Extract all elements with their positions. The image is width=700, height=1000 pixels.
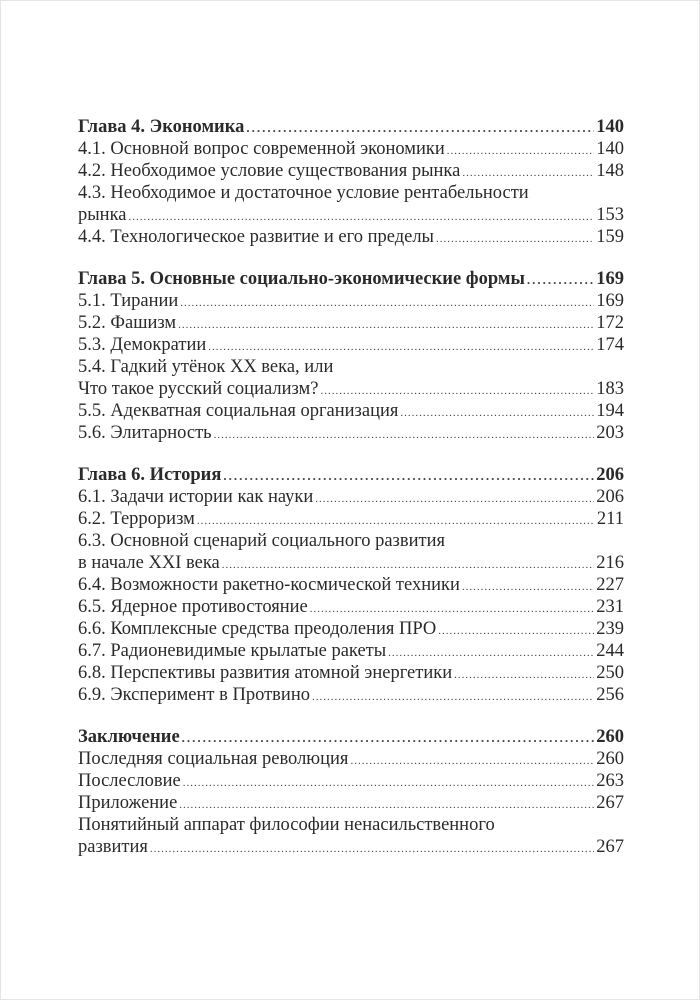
table-of-contents: [78, 116, 624, 878]
entry-title: Что такое русский социализм?: [78, 379, 319, 399]
toc-entry: [78, 334, 624, 356]
page-number: 153: [596, 205, 624, 225]
entry-title: Заключение: [78, 727, 180, 747]
toc-line: [78, 116, 624, 138]
page-number: 169: [596, 269, 624, 289]
toc-entry: [78, 662, 624, 684]
page-number: 227: [596, 575, 624, 595]
entry-title: Понятийный аппарат философии ненасильственного: [78, 815, 495, 835]
entry-title: 5.5. Адекватная социальная организация: [78, 401, 399, 421]
entry-title: 5.3. Демократии: [78, 335, 207, 355]
toc-entry: [78, 618, 624, 640]
toc-line: [78, 596, 624, 618]
toc-line: [78, 770, 624, 792]
toc-entry: [78, 596, 624, 618]
toc-line: [78, 400, 624, 422]
entry-title: в начале XXI века: [78, 553, 220, 573]
toc-line: [78, 334, 624, 356]
dot-leader: [179, 794, 594, 816]
dot-leader: [197, 510, 595, 532]
entry-title: 5.1. Тирании: [78, 291, 179, 311]
page-number: 256: [596, 685, 624, 705]
toc-line: [78, 792, 624, 814]
toc-line: [78, 204, 624, 226]
page-number: 211: [596, 509, 624, 529]
toc-entry: [78, 640, 624, 662]
page-number: 231: [596, 597, 624, 617]
dot-leader: [320, 380, 594, 402]
dot-leader: [222, 554, 595, 576]
entry-title: 4.4. Технологическое развитие и его пределы: [78, 227, 434, 247]
toc-section: [78, 268, 624, 444]
toc-line: [78, 574, 624, 596]
dot-leader: [527, 269, 594, 291]
page-number: 250: [596, 663, 624, 683]
entry-title: 4.3. Необходимое и достаточное условие рентабельности: [78, 183, 529, 203]
toc-section: [78, 464, 624, 706]
page-number: 203: [596, 423, 624, 443]
entry-title: Глава 4. Экономика: [78, 117, 245, 137]
toc-line: [78, 530, 624, 552]
toc-entry: [78, 684, 624, 706]
page-number: 216: [596, 553, 624, 573]
entry-title: 6.5. Ядерное противостояние: [78, 597, 308, 617]
entry-title: Глава 6. История: [78, 465, 222, 485]
toc-line: [78, 226, 624, 248]
dot-leader: [315, 488, 594, 510]
entry-title: 6.6. Комплексные средства преодоления ПРО: [78, 619, 437, 639]
toc-line: [78, 508, 624, 530]
page-number: 239: [596, 619, 624, 639]
toc-line: [78, 748, 624, 770]
toc-line: [78, 684, 624, 706]
page-number: 267: [596, 793, 624, 813]
page-number: 174: [596, 335, 624, 355]
toc-line: [78, 640, 624, 662]
entry-title: 5.6. Элитарность: [78, 423, 212, 443]
toc-entry: [78, 508, 624, 530]
toc-line: [78, 290, 624, 312]
entry-title: Послесловие: [78, 771, 181, 791]
toc-line: [78, 836, 624, 858]
toc-chapter-entry: [78, 464, 624, 486]
page-number: 244: [596, 641, 624, 661]
toc-chapter-entry: [78, 726, 624, 748]
dot-leader: [400, 402, 594, 424]
entry-title: 5.2. Фашизм: [78, 313, 177, 333]
dot-leader: [388, 642, 594, 664]
toc-chapter-entry: [78, 268, 624, 290]
page-number: 206: [596, 465, 624, 485]
dot-leader: [129, 206, 595, 228]
toc-entry: [78, 770, 624, 792]
entry-title: 6.2. Терроризм: [78, 509, 195, 529]
toc-entry: [78, 356, 624, 400]
toc-line: [78, 464, 624, 486]
toc-entry: [78, 748, 624, 770]
toc-line: [78, 268, 624, 290]
entry-title: Приложение: [78, 793, 178, 813]
entry-title: развития: [78, 837, 148, 857]
page-number: 263: [596, 771, 624, 791]
page-number: 206: [596, 487, 624, 507]
toc-entry: [78, 486, 624, 508]
page-number: 140: [596, 139, 624, 159]
entry-title: 4.1. Основной вопрос современной экономики: [78, 139, 445, 159]
toc-chapter-entry: [78, 116, 624, 138]
dot-leader: [350, 750, 594, 772]
dot-leader: [447, 140, 595, 162]
dot-leader: [150, 838, 594, 860]
dot-leader: [454, 664, 594, 686]
toc-entry: [78, 226, 624, 248]
dot-leader: [438, 620, 594, 642]
entry-title: 6.7. Радионевидимые крылатые ракеты: [78, 641, 387, 661]
toc-entry: [78, 814, 624, 858]
toc-line: [78, 726, 624, 748]
toc-entry: [78, 138, 624, 160]
toc-entry: [78, 160, 624, 182]
toc-line: [78, 356, 624, 378]
toc-line: [78, 422, 624, 444]
entry-title: 6.8. Перспективы развития атомной энергетики: [78, 663, 453, 683]
toc-line: [78, 182, 624, 204]
page-number: 172: [596, 313, 624, 333]
page-number: 260: [596, 749, 624, 769]
toc-entry: [78, 530, 624, 574]
page-number: 267: [596, 837, 624, 857]
toc-entry: [78, 400, 624, 422]
toc-line: [78, 618, 624, 640]
dot-leader: [312, 686, 594, 708]
dot-leader: [214, 424, 595, 446]
toc-entry: [78, 574, 624, 596]
toc-entry: [78, 422, 624, 444]
toc-entry: [78, 792, 624, 814]
dot-leader: [462, 576, 594, 598]
entry-title: 5.4. Гадкий утёнок XX века, или: [78, 357, 334, 377]
dot-leader: [310, 598, 595, 620]
toc-line: [78, 138, 624, 160]
entry-title: Последняя социальная революция: [78, 749, 349, 769]
page-number: 169: [596, 291, 624, 311]
entry-title: рынка: [78, 205, 127, 225]
page-number: 260: [596, 727, 624, 747]
entry-title: 6.4. Возможности ракетно-космической техники: [78, 575, 460, 595]
toc-line: [78, 160, 624, 182]
toc-section: [78, 116, 624, 248]
dot-leader: [183, 772, 595, 794]
entry-title: 6.1. Задачи истории как науки: [78, 487, 314, 507]
entry-title: Глава 5. Основные социально-экономические формы: [78, 269, 525, 289]
toc-line: [78, 814, 624, 836]
page-number: 183: [596, 379, 624, 399]
toc-line: [78, 662, 624, 684]
entry-title: 4.2. Необходимое условие существования рынка: [78, 161, 461, 181]
toc-entry: [78, 312, 624, 334]
dot-leader: [223, 465, 594, 487]
entry-title: 6.9. Эксперимент в Протвино: [78, 685, 310, 705]
dot-leader: [182, 727, 595, 749]
dot-leader: [462, 162, 594, 184]
toc-section: [78, 726, 624, 858]
toc-line: [78, 486, 624, 508]
dot-leader: [178, 314, 594, 336]
page-number: 159: [596, 227, 624, 247]
dot-leader: [246, 117, 594, 139]
toc-line: [78, 312, 624, 334]
page-number: 194: [596, 401, 624, 421]
toc-entry: [78, 182, 624, 226]
page-number: 140: [596, 117, 624, 137]
dot-leader: [436, 228, 594, 250]
dot-leader: [180, 292, 594, 314]
toc-entry: [78, 290, 624, 312]
page-number: 148: [596, 161, 624, 181]
toc-line: [78, 378, 624, 400]
entry-title: 6.3. Основной сценарий социального развития: [78, 531, 445, 551]
toc-line: [78, 552, 624, 574]
dot-leader: [208, 336, 594, 358]
